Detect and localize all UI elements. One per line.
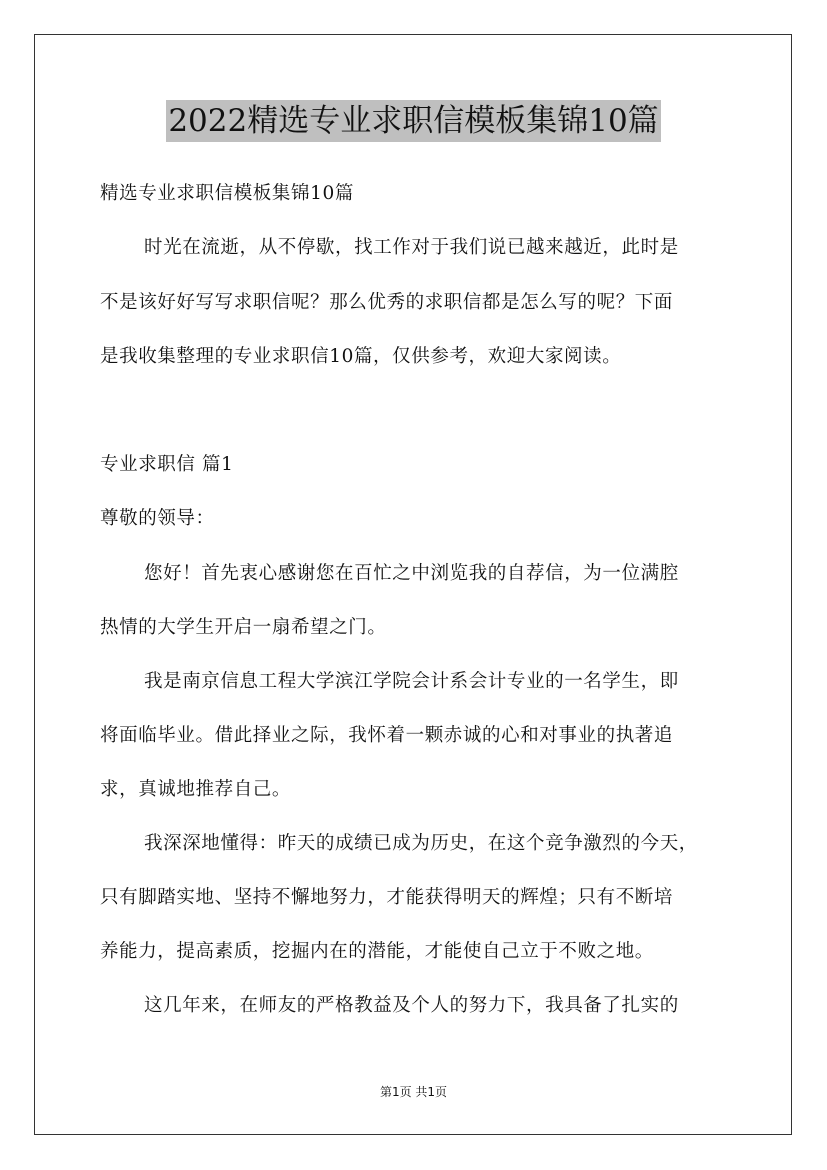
intro-line: 时光在流逝，从不停歇，找工作对于我们说已越来越近，此时是 [144,237,679,258]
salutation: 尊敬的领导： [100,508,215,529]
paragraph-line: 只有脚踏实地、坚持不懈地努力，才能获得明天的辉煌；只有不断培 [100,887,674,908]
section-heading: 专业求职信 篇1 [100,454,234,475]
document-subtitle: 精选专业求职信模板集锦10篇 [100,183,354,204]
paragraph-line: 养能力，提高素质，挖掘内在的潜能，才能使自己立于不败之地。 [100,941,654,962]
paragraph-line: 我深深地懂得：昨天的成绩已成为历史，在这个竞争激烈的今天， [144,833,698,854]
paragraph-line: 将面临毕业。借此择业之际，我怀着一颗赤诚的心和对事业的执著追 [100,725,674,746]
paragraph-line: 我是南京信息工程大学滨江学院会计系会计专业的一名学生，即 [144,671,679,692]
page-footer: 第1页 共1页 [379,1085,448,1099]
document-title: 2022精选专业求职信模板集锦10篇 [166,100,660,142]
title-container [0,100,827,142]
paragraph-line: 热情的大学生开启一扇希望之门。 [100,617,387,638]
paragraph-line: 这几年来，在师友的严格教益及个人的努力下，我具备了扎实的 [144,995,679,1016]
intro-line: 是我收集整理的专业求职信10篇，仅供参考，欢迎大家阅读。 [100,346,622,367]
paragraph-line: 您好！首先衷心感谢您在百忙之中浏览我的自荐信，为一位满腔 [144,563,679,584]
intro-line: 不是该好好写写求职信呢？那么优秀的求职信都是怎么写的呢？下面 [100,292,674,313]
paragraph-line: 求，真诚地推荐自己。 [100,779,292,800]
